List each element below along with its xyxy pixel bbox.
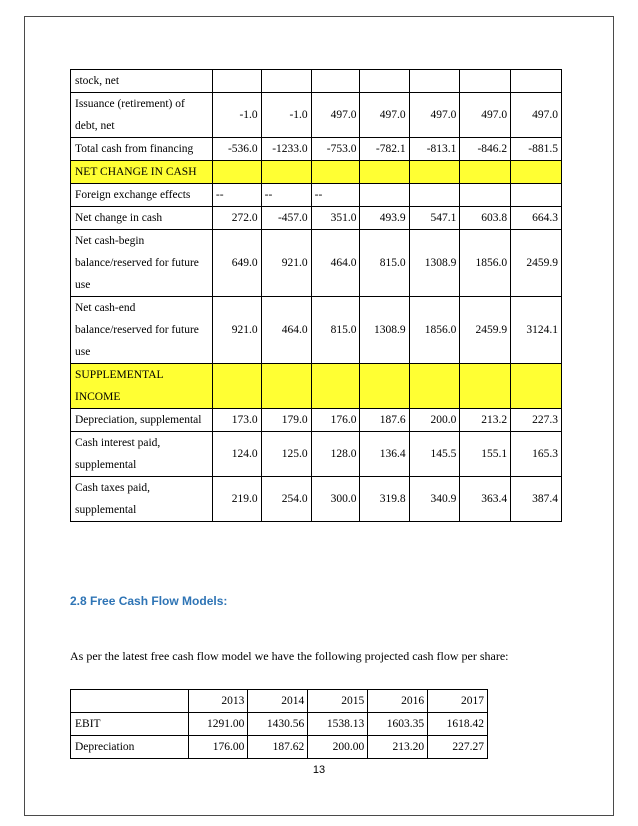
year-header: 2016 — [368, 690, 428, 713]
table-cell: 815.0 — [360, 230, 409, 297]
table-row — [71, 713, 488, 736]
table-cell: 1856.0 — [460, 230, 511, 297]
header-row — [71, 690, 488, 713]
table-cell: -782.1 — [360, 138, 409, 161]
table-row — [71, 477, 562, 522]
row-label: Issuance (retirement) of debt, net — [71, 93, 213, 138]
year-header: 2015 — [308, 690, 368, 713]
table-cell: 497.0 — [511, 93, 562, 138]
table-cell: 1291.00 — [188, 713, 248, 736]
section-header-row — [71, 364, 562, 409]
free-cash-flow-table — [70, 689, 488, 759]
table-cell — [311, 70, 360, 93]
table-cell — [460, 364, 511, 409]
table-cell: 300.0 — [311, 477, 360, 522]
table-cell — [360, 184, 409, 207]
table-cell: 3124.1 — [511, 297, 562, 364]
table-row — [71, 93, 562, 138]
table-cell: 464.0 — [261, 297, 311, 364]
table-cell — [409, 184, 460, 207]
table-cell — [511, 184, 562, 207]
table-cell: 136.4 — [360, 432, 409, 477]
table-cell: 387.4 — [511, 477, 562, 522]
table-cell — [311, 161, 360, 184]
row-label: EBIT — [71, 713, 189, 736]
table-cell: 1308.9 — [409, 230, 460, 297]
row-label: Net change in cash — [71, 207, 213, 230]
table-cell: 649.0 — [212, 230, 261, 297]
table-cell: 176.0 — [311, 409, 360, 432]
table-cell — [212, 161, 261, 184]
table-cell — [460, 70, 511, 93]
table-cell: 497.0 — [409, 93, 460, 138]
table-cell: 464.0 — [311, 230, 360, 297]
table-cell — [460, 184, 511, 207]
table-cell: 213.2 — [460, 409, 511, 432]
table-row — [71, 432, 562, 477]
table-cell: 173.0 — [212, 409, 261, 432]
table-cell — [409, 364, 460, 409]
table-cell: -1.0 — [261, 93, 311, 138]
year-header: 2014 — [248, 690, 308, 713]
table-cell — [311, 364, 360, 409]
table-cell: 165.3 — [511, 432, 562, 477]
table-cell — [511, 161, 562, 184]
table-cell: 603.8 — [460, 207, 511, 230]
table-cell: 213.20 — [368, 736, 428, 759]
table-cell: 815.0 — [311, 297, 360, 364]
table-cell: 128.0 — [311, 432, 360, 477]
row-label: Foreign exchange effects — [71, 184, 213, 207]
table-cell — [511, 364, 562, 409]
table-cell: -- — [212, 184, 261, 207]
table-cell: -846.2 — [460, 138, 511, 161]
table-cell: 493.9 — [360, 207, 409, 230]
table-cell: 227.3 — [511, 409, 562, 432]
row-label: Depreciation — [71, 736, 189, 759]
table-cell: -- — [311, 184, 360, 207]
table-cell — [460, 161, 511, 184]
row-label: SUPPLEMENTAL INCOME — [71, 364, 213, 409]
row-label: Cash interest paid, supplemental — [71, 432, 213, 477]
table-cell: 497.0 — [311, 93, 360, 138]
table-cell: 219.0 — [212, 477, 261, 522]
table-cell: -- — [261, 184, 311, 207]
table-cell: 351.0 — [311, 207, 360, 230]
table-cell: 340.9 — [409, 477, 460, 522]
table-row — [71, 736, 488, 759]
table-cell: 200.00 — [308, 736, 368, 759]
table-cell: 363.4 — [460, 477, 511, 522]
cash-flow-table — [70, 69, 562, 522]
table-cell: 200.0 — [409, 409, 460, 432]
table-cell: 176.00 — [188, 736, 248, 759]
table-cell — [360, 364, 409, 409]
row-label: Total cash from financing — [71, 138, 213, 161]
table-cell — [409, 70, 460, 93]
table-cell — [261, 161, 311, 184]
intro-paragraph: As per the latest free cash flow model we have the following projected cash flow per share: — [70, 649, 509, 663]
year-header: 2017 — [428, 690, 488, 713]
table-cell: 921.0 — [212, 297, 261, 364]
row-label: Cash taxes paid, supplemental — [71, 477, 213, 522]
corner-cell — [71, 690, 189, 713]
table-cell: 155.1 — [460, 432, 511, 477]
table-cell — [360, 161, 409, 184]
table-cell: 1618.42 — [428, 713, 488, 736]
table-cell: -536.0 — [212, 138, 261, 161]
table-cell: 1430.56 — [248, 713, 308, 736]
table-cell: 497.0 — [360, 93, 409, 138]
table-cell: 664.3 — [511, 207, 562, 230]
table-row — [71, 297, 562, 364]
table-cell: 254.0 — [261, 477, 311, 522]
table-cell: 179.0 — [261, 409, 311, 432]
table-cell: 921.0 — [261, 230, 311, 297]
table-cell: -1233.0 — [261, 138, 311, 161]
year-header: 2013 — [188, 690, 248, 713]
row-label: stock, net — [71, 70, 213, 93]
table-cell: -457.0 — [261, 207, 311, 230]
table-row — [71, 70, 562, 93]
page-number: 13 — [312, 764, 326, 776]
section-heading: 2.8 Free Cash Flow Models: — [70, 594, 228, 608]
table-cell — [261, 70, 311, 93]
table-cell: 125.0 — [261, 432, 311, 477]
table-cell: 227.27 — [428, 736, 488, 759]
row-label: Depreciation, supplemental — [71, 409, 213, 432]
table-cell: 145.5 — [409, 432, 460, 477]
table-row — [71, 184, 562, 207]
table-cell: 187.6 — [360, 409, 409, 432]
table-cell — [360, 70, 409, 93]
table-cell: 2459.9 — [511, 230, 562, 297]
table-cell: 2459.9 — [460, 297, 511, 364]
table-cell: 319.8 — [360, 477, 409, 522]
table-cell — [212, 70, 261, 93]
table-row — [71, 409, 562, 432]
row-label: Net cash-begin balance/reserved for future use — [71, 230, 213, 297]
table-row — [71, 230, 562, 297]
table-cell: 1856.0 — [409, 297, 460, 364]
table-cell: 1308.9 — [360, 297, 409, 364]
table-cell: 1538.13 — [308, 713, 368, 736]
table-cell: -881.5 — [511, 138, 562, 161]
table-row — [71, 207, 562, 230]
table-cell — [511, 70, 562, 93]
table-cell: -1.0 — [212, 93, 261, 138]
table-cell: -753.0 — [311, 138, 360, 161]
table-cell: -813.1 — [409, 138, 460, 161]
table-cell: 497.0 — [460, 93, 511, 138]
table-cell — [409, 161, 460, 184]
table-cell — [261, 364, 311, 409]
table-cell: 187.62 — [248, 736, 308, 759]
table-cell: 272.0 — [212, 207, 261, 230]
table-row — [71, 138, 562, 161]
table-cell: 124.0 — [212, 432, 261, 477]
table-cell: 1603.35 — [368, 713, 428, 736]
row-label: NET CHANGE IN CASH — [71, 161, 213, 184]
section-header-row — [71, 161, 562, 184]
row-label: Net cash-end balance/reserved for future use — [71, 297, 213, 364]
table-cell — [212, 364, 261, 409]
table-cell: 547.1 — [409, 207, 460, 230]
